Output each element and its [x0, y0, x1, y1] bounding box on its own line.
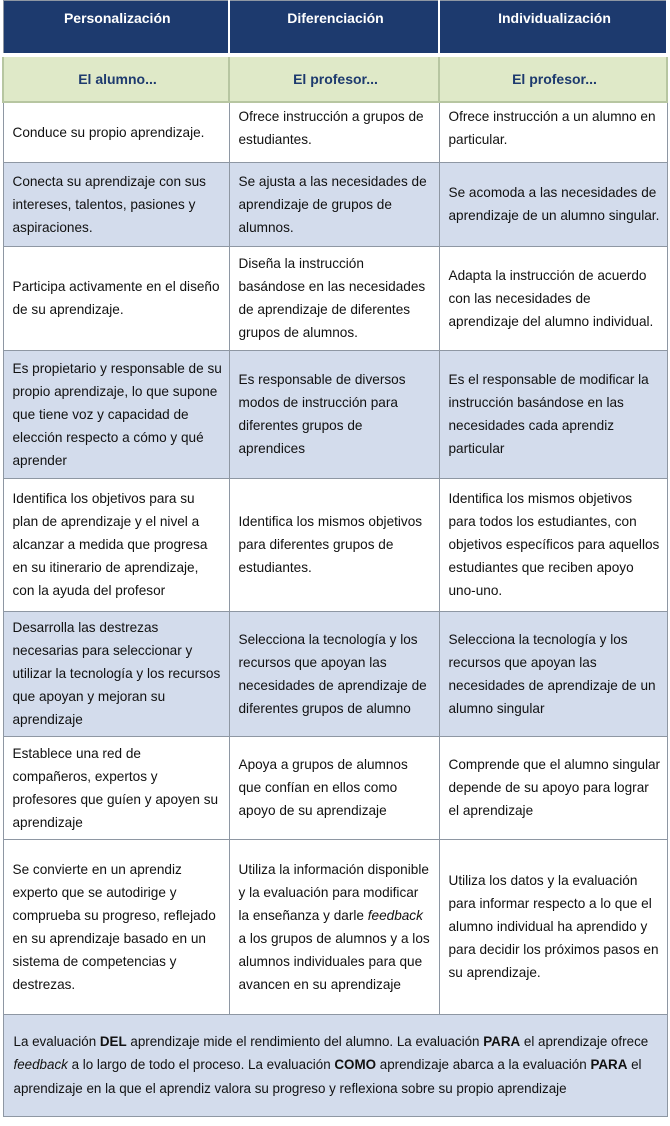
table-cell: Ofrece instrucción a grupos de estudiantes.: [229, 102, 439, 162]
table-cell: Selecciona la tecnología y los recursos que apoyan las necesidades de aprendizaje de un alumno singular: [439, 611, 667, 736]
table-row: [3, 611, 667, 736]
header-individualizacion: Individualización: [439, 1, 667, 56]
comparison-table: [2, 0, 668, 1117]
footer-note: La evaluación DEL aprendizaje mide el rendimiento del alumno. La evaluación PARA el aprendizaje ofrece feedback a lo largo de todo el proceso. La evaluación COMO aprendizaje abarca a la evaluación PARA el aprendizaje en la que el aprendiz valora su progreso y reflexiona sobre su propio aprendizaje: [3, 1014, 667, 1116]
table-cell: Identifica los mismos objetivos para todos los estudiantes, con objetivos específicos para aquellos estudiantes que reciben apoyo uno-uno.: [439, 478, 667, 611]
emphasis-para: PARA: [590, 1057, 628, 1073]
table-cell: Se convierte en un aprendiz experto que se autodirige y comprueba su progreso, reflejado en su aprendizaje basado en un sistema de competencias y destrezas.: [3, 839, 229, 1014]
table-row: [3, 102, 667, 162]
header-personalizacion: Personalización: [3, 1, 229, 56]
table-row: [3, 246, 667, 350]
table-cell: Diseña la instrucción basándose en las necesidades de aprendizaje de diferentes grupos de alumnos.: [229, 246, 439, 350]
table-cell: Utiliza los datos y la evaluación para informar respecto a lo que el alumno individual ha aprendido y para decidir los próximos pasos en su aprendizaje.: [439, 839, 667, 1014]
table-cell: Comprende que el alumno singular depende de su apoyo para lograr el aprendizaje: [439, 736, 667, 839]
subheader-profesor-individualizacion: El profesor...: [439, 55, 667, 102]
table-row: [3, 736, 667, 839]
table-row: [3, 350, 667, 478]
table-cell: Selecciona la tecnología y los recursos que apoyan las necesidades de aprendizaje de diferentes grupos de alumno: [229, 611, 439, 736]
table-cell: Identifica los objetivos para su plan de aprendizaje y el nivel a alcanzar a medida que progresa en su itinerario de aprendizaje, con la ayuda del profesor: [3, 478, 229, 611]
cell-text: Utiliza la información disponible y la evaluación para modificar la enseñanza y darle: [238, 861, 429, 923]
table-cell: Es el responsable de modificar la instrucción basándose en las necesidades cada aprendiz particular: [439, 350, 667, 478]
emphasis-para: PARA: [483, 1033, 521, 1049]
emphasis-como: COMO: [334, 1057, 377, 1073]
subheader-profesor-diferenciacion: El profesor...: [229, 55, 439, 102]
table-row: [3, 162, 667, 246]
table-cell: Desarrolla las destrezas necesarias para seleccionar y utilizar la tecnología y los recursos que apoyan y mejoran su aprendizaje: [3, 611, 229, 736]
footer-row: [3, 1014, 667, 1116]
table-cell: Identifica los mismos objetivos para diferentes grupos de estudiantes.: [229, 478, 439, 611]
header-diferenciacion: Diferenciación: [229, 1, 439, 56]
cell-text: a los grupos de alumnos y a los alumnos individuales para que avancen en su aprendizaje: [238, 930, 430, 992]
table-cell: Adapta la instrucción de acuerdo con las necesidades de aprendizaje del alumno individual.: [439, 246, 667, 350]
table-cell: Apoya a grupos de alumnos que confían en ellos como apoyo de su aprendizaje: [229, 736, 439, 839]
table-cell: Se acomoda a las necesidades de aprendizaje de un alumno singular.: [439, 162, 667, 246]
table-cell: Es propietario y responsable de su propio aprendizaje, lo que supone que tiene voz y capacidad de elección respecto a cómo y qué aprender: [3, 350, 229, 478]
table-cell: Es responsable de diversos modos de instrucción para diferentes grupos de aprendices: [229, 350, 439, 478]
header-row: [3, 1, 667, 56]
table-cell: Establece una red de compañeros, expertos y profesores que guíen y apoyen su aprendizaje: [3, 736, 229, 839]
table-row: [3, 478, 667, 611]
table-cell: [229, 839, 439, 1014]
feedback-term: feedback: [13, 1057, 68, 1073]
table-cell: Conduce su propio aprendizaje.: [3, 102, 229, 162]
subheader-alumno: El alumno...: [3, 55, 229, 102]
subheader-row: [3, 55, 667, 102]
table-cell: Conecta su aprendizaje con sus intereses, talentos, pasiones y aspiraciones.: [3, 162, 229, 246]
table-cell: Participa activamente en el diseño de su aprendizaje.: [3, 246, 229, 350]
table-cell: Se ajusta a las necesidades de aprendizaje de grupos de alumnos.: [229, 162, 439, 246]
emphasis-del: DEL: [99, 1033, 127, 1049]
table-row: [3, 839, 667, 1014]
feedback-term: feedback: [367, 907, 423, 923]
table-cell: Ofrece instrucción a un alumno en particular.: [439, 102, 667, 162]
